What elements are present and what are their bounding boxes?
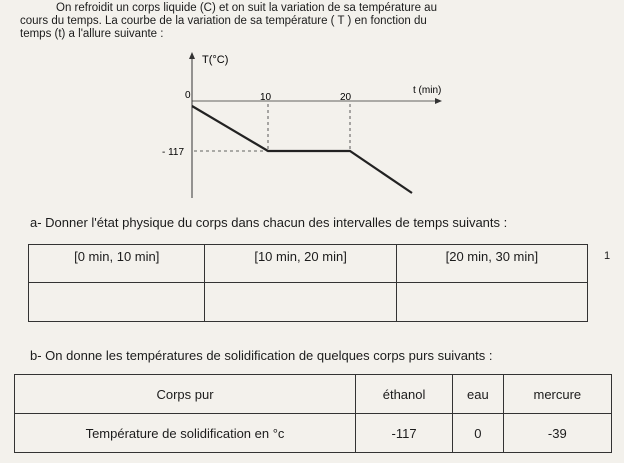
interval-header-2: [10 min, 20 min]: [205, 245, 396, 283]
x-tick-20: 20: [340, 92, 352, 103]
row-header-corps: Corps pur: [15, 375, 356, 414]
temperature-curve: [192, 106, 412, 193]
cell-eau-temp: 0: [453, 414, 504, 453]
intro-paragraph: [20, 2, 620, 41]
answer-cell-3[interactable]: [396, 283, 587, 322]
cell-mercure-temp: -39: [503, 414, 611, 453]
question-a: a- Donner l'état physique du corps dans chacun des intervalles de temps suivants :: [30, 215, 508, 230]
question-b: b- On donne les températures de solidification de quelques corps purs suivants :: [30, 348, 493, 363]
margin-mark: 1: [604, 250, 611, 262]
y-axis-label: T(°C): [202, 54, 229, 66]
origin-label: 0: [185, 90, 191, 101]
row-header-temperature: Température de solidification en °c: [15, 414, 356, 453]
answer-row: [29, 283, 588, 322]
cell-eau: eau: [453, 375, 504, 414]
table-row: [15, 414, 612, 453]
y-axis-arrow: [189, 52, 195, 59]
answer-cell-1[interactable]: [29, 283, 205, 322]
table-row: [29, 245, 588, 283]
y-tick-117: - 117: [162, 147, 185, 158]
intro-line-2: cours du temps. La courbe de la variation de sa température ( T ) en fonction du: [20, 15, 427, 27]
intro-line-1: On refroidit un corps liquide (C) et on suit la variation de sa température au: [56, 2, 437, 14]
intro-line-3: temps (t) a l'allure suivante :: [20, 28, 164, 40]
cell-mercure: mercure: [503, 375, 611, 414]
states-table: [28, 244, 588, 322]
x-axis-label: t (min): [413, 85, 442, 96]
cell-ethanol-temp: -117: [356, 414, 453, 453]
x-tick-10: 10: [260, 92, 272, 103]
solidification-table: [14, 374, 612, 453]
x-axis-arrow: [435, 98, 442, 104]
table-row: [15, 375, 612, 414]
temperature-graph: [150, 48, 450, 208]
interval-header-1: [0 min, 10 min]: [29, 245, 205, 283]
interval-header-3: [20 min, 30 min]: [396, 245, 587, 283]
answer-cell-2[interactable]: [205, 283, 396, 322]
cell-ethanol: éthanol: [356, 375, 453, 414]
